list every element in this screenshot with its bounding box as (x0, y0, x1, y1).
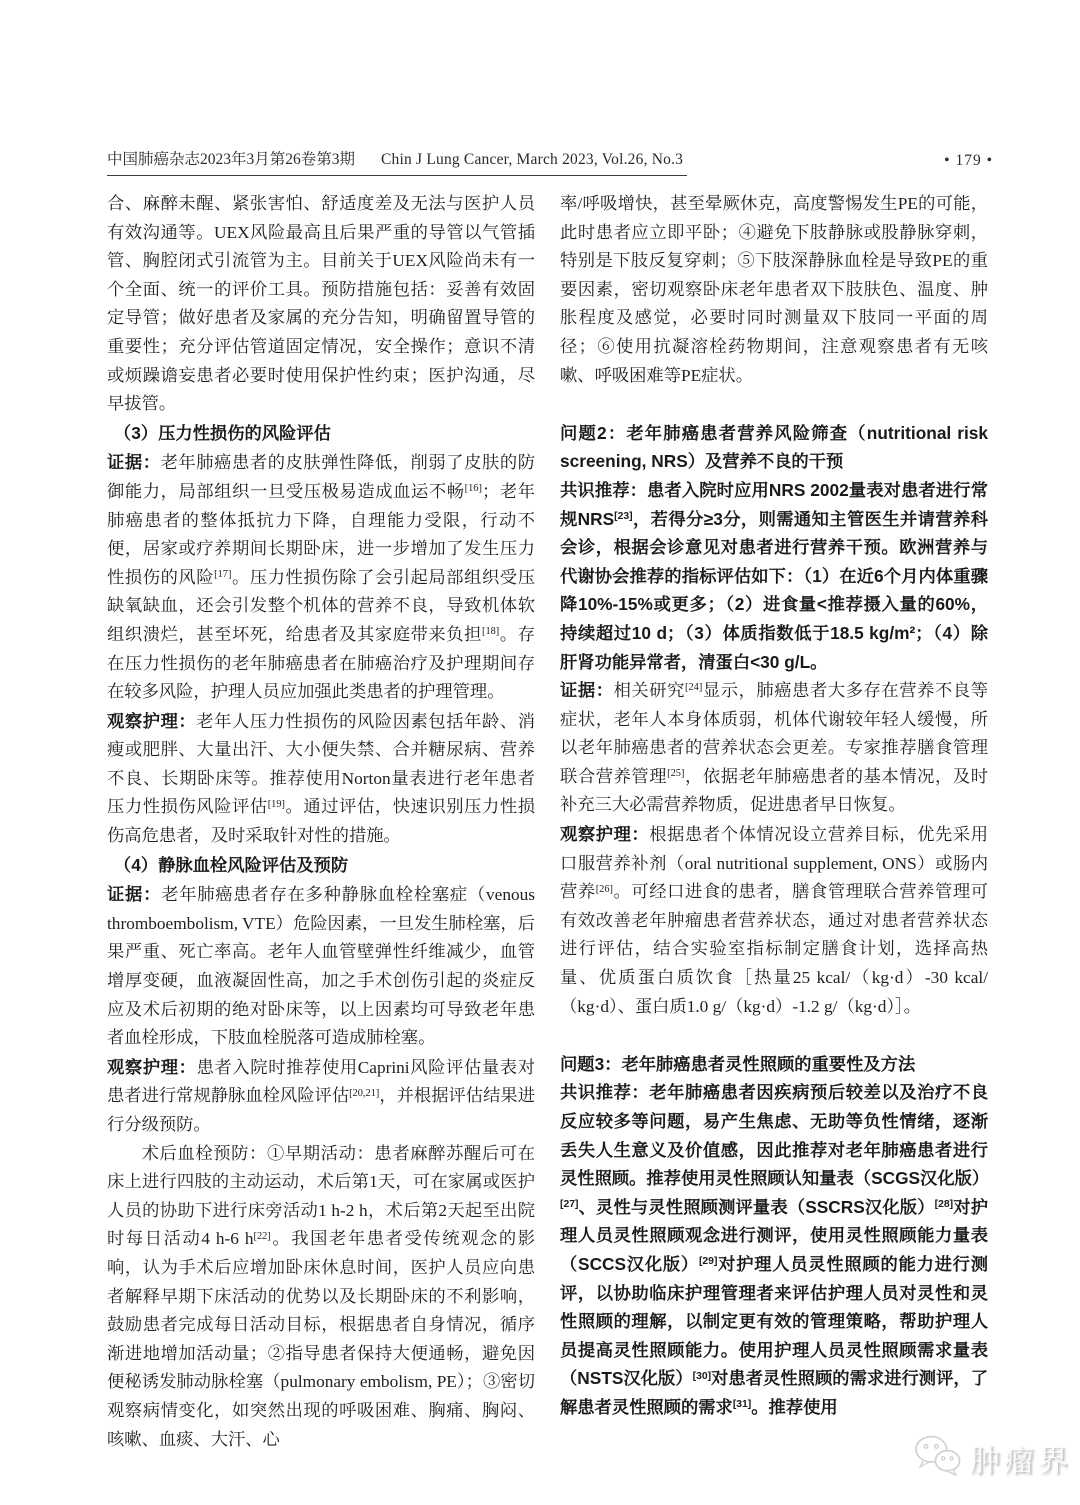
section-subheading: （3）压力性损伤的风险评估 (113, 422, 331, 443)
paragraph: 合、麻醉未醒、紧张害怕、舒适度差及无法与医护人员有效沟通等。UEX风险最高且后果严重的导管以气管插管、胸腔闭式引流管为主。目前关于UEX风险尚未有一个全面、统一的评价工具。预防措施包括：妥善有效固定导管；做好患者及家属的充分告知，明确留置导管的重要性；充分评估管道固定情况，安全操作；意识不清或烦躁谵妄患者必要时使用保护性约束；医护沟通，尽早拔管。 (107, 194, 535, 414)
left-column (107, 190, 535, 1454)
reference-superscript: [18] (482, 626, 500, 638)
paragraph: 证据：老年肺癌患者的皮肤弹性降低，削弱了皮肤的防御能力，局部组织一旦受压极易造成血运不畅[16]；老年肺癌患者的整体抵抗力下降，自理能力受限，行动不便，居家或疗养期间长期卧床，进一步增加了发生压力性损伤的风险[17]。压力性损伤除了会引起局部组织受压缺氧缺血，还会引发整个机体的营养不良，导致机体软组织溃烂，甚至坏死，给患者及其家庭带来负担[18]。存在压力性损伤的老年肺癌患者在肺癌治疗及护理期间存在较多风险，护理人员应加强此类患者的护理管理。 (107, 452, 535, 702)
reference-superscript: [20,21] (349, 1087, 380, 1099)
reference-superscript: [23] (614, 510, 633, 522)
bold-paragraph: 问题2：老年肺癌患者营养风险筛查（nutritional risk screening, NRS）及营养不良的干预 (560, 422, 988, 472)
running-header-titles (107, 150, 687, 176)
bold-paragraph: 问题3：老年肺癌患者灵性照顾的重要性及方法 (560, 1053, 916, 1074)
paragraph: 证据：老年肺癌患者存在多种静脉血栓栓塞症（venous thromboembolism, VTE）危险因素，一旦发生肺栓塞，后果严重、死亡率高。老年人血管壁弹性纤维减少，血管增厚变硬，血液凝固性高，加之手术创伤引起的炎症反应及术后初期的绝对卧床等，以上因素均可导致老年患者血栓形成，下肢血栓脱落可造成肺栓塞。 (107, 884, 535, 1048)
right-column (560, 190, 988, 1422)
journal-title-cn: 中国肺癌杂志2023年3月第26卷第3期 (107, 151, 356, 168)
watermark-label: 肿瘤界 (970, 1445, 1072, 1478)
paragraph: 术后血栓预防：①早期活动：患者麻醉苏醒后可在床上进行四肢的主动运动，术后第1天，可在家属或医护人员的协助下进行床旁活动1 h-2 h，术后第2天起至出院时每日活动4 h-6 h[22]。我国老年患者受传统观念的影响，认为手术后应增加卧床休息时间，医护人员应向患者解释早期下床活动的优势以及长期卧床的不利影响，鼓励患者完成每日活动目标，根据患者自身情况，循序渐进地增加活动量；②指导患者保持大便通畅，避免因便秘诱发肺动脉栓塞（pulmonary embolism, PE）；③密切观察病情变化，如突然出现的呼吸困难、胸痛、胸闷、咳嗽、血痰、大汗、心 (107, 1143, 535, 1449)
paragraph: 率/呼吸增快，甚至晕厥休克，高度警惕发生PE的可能，此时患者应立即平卧；④避免下肢静脉或股静脉穿刺，特别是下肢反复穿刺；⑤下肢深静脉血栓是导致PE的重要因素，密切观察卧床老年患者双下肢肤色、温度、肿胀程度及感觉，必要时同时测量双下肢同一平面的周径；⑥使用抗凝溶栓药物期间，注意观察患者有无咳嗽、呼吸困难等PE症状。 (560, 194, 988, 385)
reference-superscript: [25] (667, 768, 685, 780)
journal-title-en: Chin J Lung Cancer, March 2023, Vol.26, No.3 (381, 151, 684, 168)
reference-superscript: [29] (698, 1256, 718, 1268)
page-number: • 179 • (944, 152, 993, 169)
running-header (107, 150, 993, 176)
bold-paragraph: 共识推荐：老年肺癌患者因疾病预后较差以及治疗不良反应较多等问题，易产生焦虑、无助等负性情绪，逐渐丢失人生意义及价值感，因此推荐对老年肺癌患者进行灵性照顾。推荐使用灵性照顾认知量表（SCGS汉化版）[27]、灵性与灵性照顾测评量表（SSCRS汉化版）[28]对护理人员灵性照顾观念进行测评，使用灵性照顾能力量表（SCCS汉化版）[29]对护理人员灵性照顾的能力进行测评，以协助临床护理管理者来评估护理人员对灵性和灵性照顾的理解，以制定更有效的管理策略，帮助护理人员提高灵性照顾能力。使用护理人员灵性照顾需求量表（NSTS汉化版）[30]对患者灵性照顾的需求进行测评，了解患者灵性照顾的需求[31]。推荐使用 (560, 1082, 990, 1417)
wechat-icon (913, 1434, 961, 1482)
section-subheading: （4）静脉血栓风险评估及预防 (113, 854, 349, 875)
watermark (913, 1434, 1072, 1482)
reference-superscript: [27] (560, 1199, 579, 1211)
paragraph: 观察护理：患者入院时推荐使用Caprini风险评估量表对患者进行常规静脉血栓风险评估[20,21]，并根据评估结果进行分级预防。 (107, 1056, 535, 1134)
bold-paragraph: 共识推荐：患者入院时应用NRS 2002量表对患者进行常规NRS[23]，若得分≥3分，则需通知主管医生并请营养科会诊，根据会诊意见对患者进行营养干预。欧洲营养与代谢协会推荐的指标评估如下：（1）在近6个月内体重骤降10%-15%或更多；（2）进食量<推荐摄入量的60%，持续超过10 d；（3）体质指数低于18.5 kg/m²；（4）除肝肾功能异常者，清蛋白<30 g/L。 (560, 479, 988, 672)
paragraph: 观察护理：老年人压力性损伤的风险因素包括年龄、消瘦或肥胖、大量出汗、大小便失禁、合并糖尿病、营养不良、长期卧床等。推荐使用Norton量表进行老年患者压力性损伤风险评估[19]。通过评估，快速识别压力性损伤高危患者，及时采取针对性的措施。 (107, 710, 535, 846)
reference-superscript: [28] (934, 1199, 954, 1211)
reference-superscript: [22] (253, 1230, 271, 1242)
paragraph: 观察护理：根据患者个体情况设立营养目标，优先采用口服营养补剂（oral nutritional supplement, ONS）或肠内营养[26]。可经口进食的患者，膳食管理联合营养管理可有效改善老年肿瘤患者营养状态，通过对患者营养状态进行评估，结合实验室指标制定膳食计划，选择高热量、优质蛋白质饮食［热量25 kcal/（kg·d）-30 kcal/（kg·d）、蛋白质1.0 g/（kg·d）-1.2 g/（kg·d）］。 (560, 824, 988, 1016)
reference-superscript: [31] (732, 1399, 752, 1411)
reference-superscript: [24] (685, 682, 703, 694)
reference-superscript: [26] (595, 883, 613, 895)
reference-superscript: [30] (692, 1370, 712, 1382)
paragraph: 证据：相关研究[24]显示，肺癌患者大多存在营养不良等症状，老年人本身体质弱，机体代谢较年轻人缓慢，所以老年肺癌患者的营养状态会更差。专家推荐膳食管理联合营养管理[25]，依据老年肺癌患者的基本情况，及时补充三大必需营养物质，促进患者早日恢复。 (560, 680, 988, 815)
reference-superscript: [16] (464, 483, 482, 495)
reference-superscript: [19] (267, 798, 285, 810)
reference-superscript: [17] (214, 569, 232, 581)
